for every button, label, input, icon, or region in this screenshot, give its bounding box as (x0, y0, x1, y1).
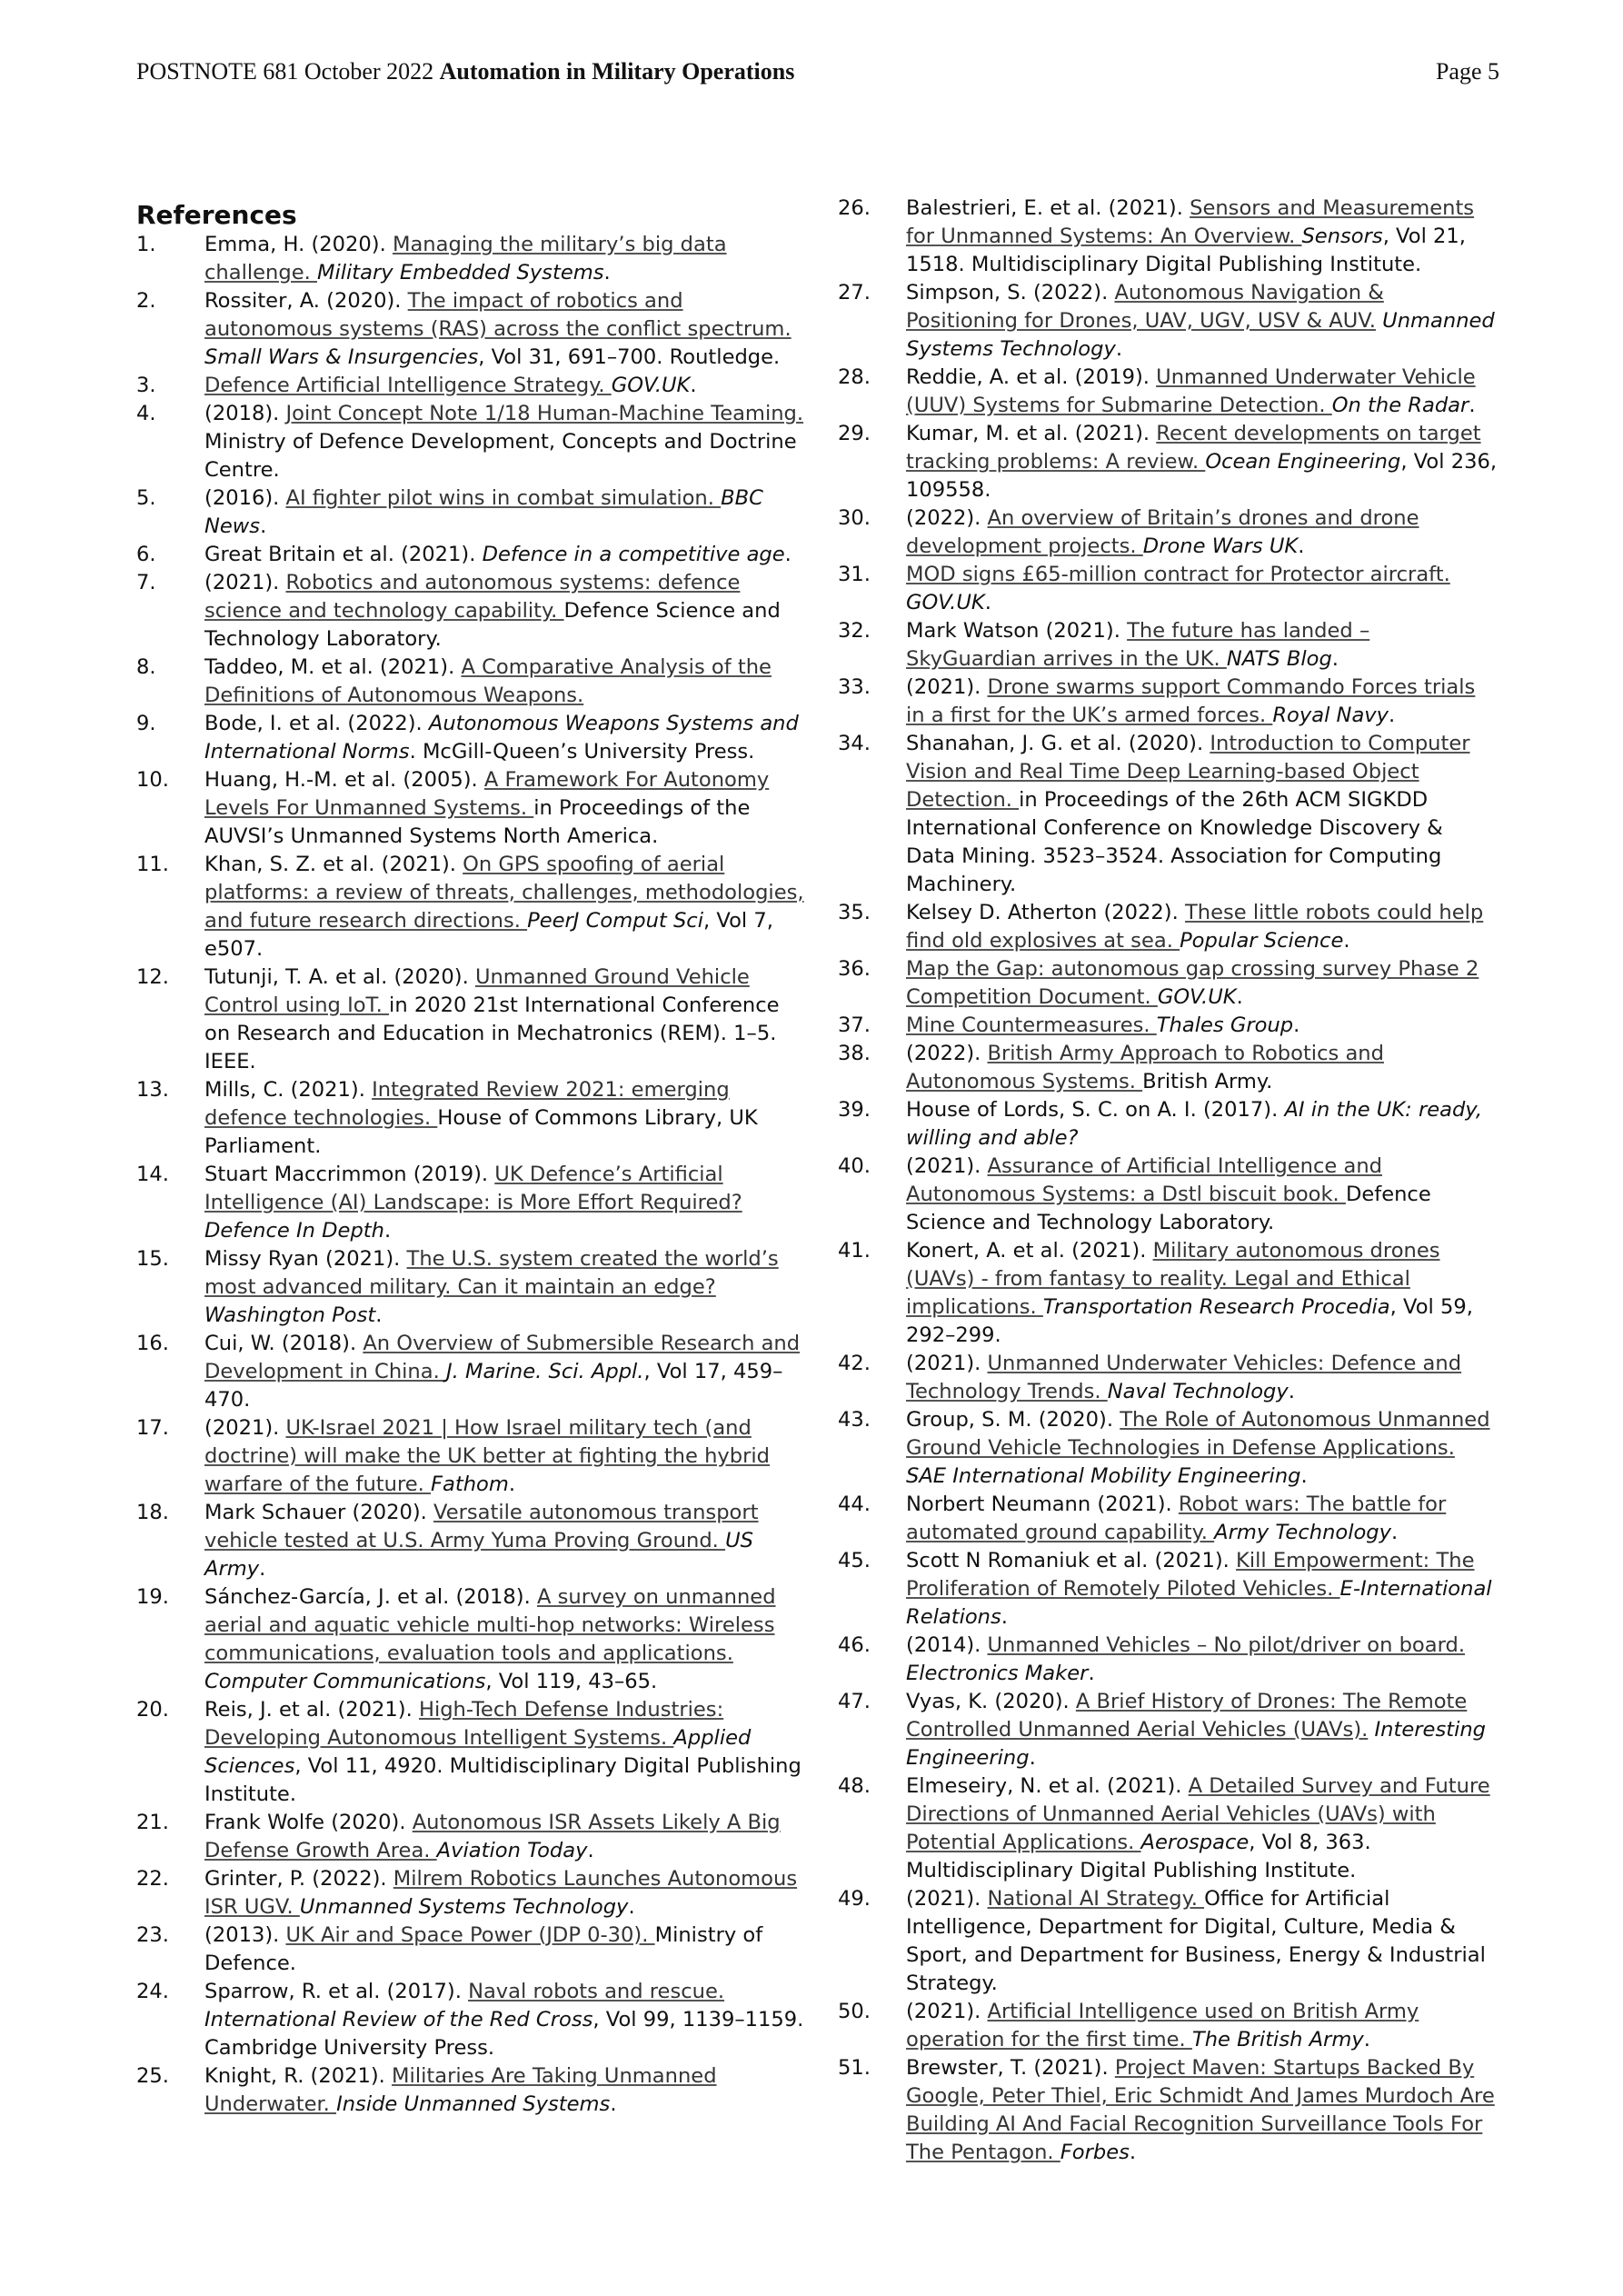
reference-source: Naval Technology (1107, 1380, 1289, 1403)
reference-details: . (508, 1472, 516, 1496)
reference-authors: Sparrow, R. et al. (2017). (204, 1980, 469, 2003)
reference-details: Ministry of Defence Development, Concepts and Doctrine Centre. (204, 430, 797, 482)
reference-source: Sensors (1301, 225, 1383, 248)
reference-details: . (1298, 534, 1305, 558)
reference-item (838, 420, 1498, 504)
reference-item (838, 1153, 1498, 1237)
reference-link[interactable]: Sensors and Measurements for Unmanned Systems: An Overview. (906, 196, 1475, 248)
reference-details: , Vol 21, 1518. Multidisciplinary Digital Publishing Institute. (906, 225, 1466, 276)
reference-authors: Bode, I. et al. (2022). (204, 712, 429, 735)
reference-details: . (1001, 1605, 1008, 1629)
reference-details: , Vol 59, 292–299. (906, 1295, 1473, 1347)
reference-link[interactable]: Kill Empowerment: The Proliferation of Remotely Piloted Vehicles. (906, 1549, 1475, 1601)
reference-link[interactable]: Artificial Intelligence used on British Army operation for the first time. (906, 2000, 1419, 2051)
reference-link[interactable]: Milrem Robotics Launches Autonomous ISR UGV. (204, 1867, 798, 1919)
reference-number: 33. (838, 675, 871, 699)
reference-source: US Army (204, 1529, 753, 1581)
reference-source: Fathom (431, 1472, 509, 1496)
reference-number: 49. (838, 1887, 871, 1911)
reference-item (838, 1406, 1498, 1491)
reference-number: 48. (838, 1774, 871, 1798)
reference-item (136, 1865, 809, 1922)
reference-link[interactable]: Robot wars: The battle for automated ground capability. (906, 1492, 1447, 1544)
reference-number: 47. (838, 1690, 871, 1713)
reference-details: Defence Science and Technology Laboratory. (204, 599, 781, 651)
reference-number: 20. (136, 1698, 169, 1722)
reference-item (136, 1245, 809, 1330)
reference-details: . (1469, 394, 1476, 417)
reference-link[interactable]: Autonomous ISR Assets Likely A Big Defense Growth Area. (204, 1811, 781, 1862)
reference-details: House of Commons Library, UK Parliament. (204, 1106, 758, 1158)
reference-item (838, 1772, 1498, 1885)
reference-authors: (2021). (906, 675, 988, 699)
reference-source: AI in the UK: ready, willing and able? (906, 1098, 1483, 1150)
reference-number: 5. (136, 486, 156, 510)
reference-number: 30. (838, 506, 871, 530)
reference-source: Forbes (1060, 2141, 1130, 2164)
reference-authors: Taddeo, M. et al. (2021). (204, 655, 462, 679)
reference-source: Transportation Research Procedia (1042, 1295, 1390, 1319)
reference-authors: (2021). (204, 1416, 286, 1440)
reference-item (136, 1922, 809, 1978)
reference-number: 8. (136, 655, 156, 679)
reference-source: Unmanned Systems Technology (299, 1895, 629, 1919)
reference-item (838, 1998, 1498, 2054)
reference-authors: (2021). (906, 1887, 988, 1911)
reference-source: Defence In Depth (204, 1219, 384, 1243)
reference-link[interactable]: Unmanned Ground Vehicle Control using IoT. (204, 965, 750, 1017)
reference-details: . (375, 1303, 383, 1327)
reference-authors: Simpson, S. (2022). (906, 281, 1115, 304)
reference-details: . (587, 1839, 594, 1862)
reference-link[interactable]: Versatile autonomous transport vehicle tested at U.S. Army Yuma Proving Ground. (204, 1501, 759, 1552)
reference-authors: Stuart Maccrimmon (2019). (204, 1163, 495, 1186)
reference-source: J. Marine. Sci. Appl. (445, 1360, 644, 1383)
reference-number: 27. (838, 281, 871, 304)
reference-details: . (383, 1219, 392, 1243)
reference-link[interactable]: Militaries Are Taking Unmanned Underwater. (204, 2064, 717, 2116)
reference-number: 36. (838, 957, 871, 981)
reference-source: NATS Blog (1226, 647, 1332, 671)
reference-item (838, 1012, 1498, 1040)
reference-details: , Vol 11, 4920. Multidisciplinary Digital Publishing Institute. (204, 1754, 802, 1806)
reference-authors: Emma, H. (2020). (204, 233, 393, 256)
reference-details: , Vol 236, 109558. (906, 450, 1498, 502)
reference-source: GOV.UK (1157, 985, 1237, 1009)
reference-link[interactable]: British Army Approach to Robotics and Autonomous Systems. (906, 1042, 1384, 1093)
reference-authors: Grinter, P. (2022). (204, 1867, 393, 1891)
reference-number: 12. (136, 965, 169, 989)
reference-number: 3. (136, 374, 156, 397)
reference-source: SAE International Mobility Engineering (906, 1464, 1301, 1488)
reference-link[interactable]: Autonomous Navigation & Positioning for Drones, UAV, UGV, USV & AUV. (906, 281, 1384, 333)
reference-link[interactable]: High-Tech Defense Industries: Developing Autonomous Intelligent Systems. (204, 1698, 724, 1750)
reference-number: 16. (136, 1332, 169, 1355)
header-title: Automation in Military Operations (439, 58, 795, 85)
reference-details: . (1088, 1662, 1095, 1685)
reference-item (136, 287, 809, 372)
reference-authors: Kelsey D. Atherton (2022). (906, 901, 1185, 924)
reference-link[interactable]: The future has landed – SkyGuardian arrives in the UK. (906, 619, 1370, 671)
reference-item (136, 1499, 809, 1583)
reference-item (838, 2054, 1498, 2167)
reference-authors: (2022). (906, 506, 988, 530)
reference-details: . (603, 261, 611, 285)
reference-number: 13. (136, 1078, 169, 1102)
reference-authors: Brewster, T. (2021). (906, 2056, 1115, 2080)
reference-details: Ministry of Defence. (204, 1923, 763, 1975)
reference-item (136, 484, 809, 541)
reference-number: 24. (136, 1980, 169, 2003)
reference-details: , Vol 17, 459–470. (204, 1360, 783, 1412)
reference-authors: Shanahan, J. G. et al. (2020). (906, 732, 1210, 755)
reference-authors: (2018). (204, 402, 286, 425)
reference-item (838, 1096, 1498, 1153)
reference-source: Aviation Today (436, 1839, 588, 1862)
reference-item (838, 1547, 1498, 1632)
reference-item (136, 1978, 809, 2062)
reference-details: . (1331, 647, 1339, 671)
reference-item (136, 2062, 809, 2119)
reference-number: 41. (838, 1239, 871, 1263)
reference-number: 11. (136, 853, 169, 876)
reference-details: . McGill-Queen’s University Press. (409, 740, 755, 764)
reference-authors: House of Lords, S. C. on A. I. (2017). (906, 1098, 1285, 1122)
reference-link[interactable]: Recent developments on target tracking problems: A review. (906, 422, 1481, 474)
references-list-right (838, 195, 1498, 2167)
reference-authors: Kumar, M. et al. (2021). (906, 422, 1157, 445)
reference-authors: Norbert Neumann (2021). (906, 1492, 1179, 1516)
reference-link[interactable]: Unmanned Vehicles – No pilot/driver on board. (987, 1633, 1466, 1657)
reference-link[interactable]: UK Air and Space Power (JDP 0-30). (285, 1923, 655, 1947)
reference-item (838, 1632, 1498, 1688)
reference-details: . (784, 543, 792, 566)
reference-source: Interesting Engineering (906, 1718, 1487, 1770)
reference-item (136, 654, 809, 710)
reference-number: 45. (838, 1549, 871, 1572)
reference-item (136, 569, 809, 654)
reference-number: 43. (838, 1408, 871, 1432)
reference-item (838, 1237, 1498, 1350)
reference-authors: (2014). (906, 1633, 988, 1657)
reference-item (136, 851, 809, 963)
reference-authors: Reddie, A. et al. (2019). (906, 365, 1157, 389)
reference-source: Applied Sciences (204, 1726, 752, 1778)
reference-item (136, 1583, 809, 1696)
reference-authors: Huang, H.-M. et al. (2005). (204, 768, 484, 792)
reference-item (136, 231, 809, 287)
reference-number: 35. (838, 901, 871, 924)
reference-details: . (1300, 1464, 1308, 1488)
reference-number: 14. (136, 1163, 169, 1186)
reference-source: Ocean Engineering (1205, 450, 1401, 474)
reference-number: 44. (838, 1492, 871, 1516)
reference-details: . (1389, 704, 1396, 727)
reference-number: 51. (838, 2056, 871, 2080)
reference-item (136, 1696, 809, 1809)
reference-details: . (1236, 985, 1243, 1009)
reference-item (838, 279, 1498, 364)
references-column-right (838, 195, 1498, 2167)
reference-item (838, 561, 1498, 617)
reference-authors: Rossiter, A. (2020). (204, 289, 408, 313)
reference-details: . (984, 591, 991, 614)
reference-details: , Vol 119, 43–65. (485, 1670, 658, 1693)
reference-authors: Sánchez-García, J. et al. (2018). (204, 1585, 537, 1609)
reference-source: The British Army (1191, 2028, 1364, 2051)
reference-authors: Khan, S. Z. et al. (2021). (204, 853, 463, 876)
reference-link[interactable]: UK-Israel 2021 | How Israel military tech (and doctrine) will make the UK better at fighting the hybrid warfare of the future. (204, 1416, 771, 1496)
reference-link[interactable]: Naval robots and rescue. (468, 1980, 725, 2003)
reference-number: 22. (136, 1867, 169, 1891)
reference-details: . (1115, 337, 1123, 361)
reference-authors: Mark Schauer (2020). (204, 1501, 434, 1524)
reference-link[interactable]: Unmanned Underwater Vehicles: Defence and Technology Trends. (906, 1352, 1462, 1403)
reference-source: International Review of the Red Cross (204, 2008, 593, 2031)
reference-source: Electronics Maker (906, 1662, 1089, 1685)
reference-number: 7. (136, 571, 156, 594)
reference-number: 10. (136, 768, 169, 792)
reference-details: Defence Science and Technology Laboratory. (906, 1183, 1431, 1234)
reference-number: 4. (136, 402, 156, 425)
reference-number: 32. (838, 619, 871, 643)
reference-item (136, 710, 809, 766)
reference-item (838, 1491, 1498, 1547)
references-list-left (136, 231, 809, 2119)
reference-source: Inside Unmanned Systems (336, 2092, 611, 2116)
reference-item (838, 1885, 1498, 1998)
reference-details: . (260, 514, 267, 538)
reference-link[interactable]: The impact of robotics and autonomous systems (RAS) across the conflict spectrum. (204, 289, 792, 341)
reference-number: 50. (838, 2000, 871, 2023)
reference-number: 6. (136, 543, 156, 566)
reference-link[interactable]: These little robots could help find old explosives at sea. (906, 901, 1484, 953)
reference-authors: Cui, W. (2018). (204, 1332, 363, 1355)
reference-link[interactable]: A Framework For Autonomy Levels For Unmanned Systems. (204, 768, 770, 820)
reference-details: . (1391, 1521, 1399, 1544)
reference-details: . (610, 2092, 617, 2116)
reference-item (838, 617, 1498, 674)
reference-item (136, 766, 809, 851)
reference-number: 38. (838, 1042, 871, 1065)
reference-number: 1. (136, 233, 156, 256)
reference-authors: Great Britain et al. (2021). (204, 543, 483, 566)
reference-source: Popular Science (1180, 929, 1344, 953)
reference-number: 18. (136, 1501, 169, 1524)
reference-item (136, 1161, 809, 1245)
reference-details: . (628, 1895, 635, 1919)
reference-link[interactable]: Defence Artificial Intelligence Strategy. (204, 374, 612, 397)
reference-item (136, 372, 809, 400)
reference-authors: (2021). (906, 1154, 988, 1178)
reference-number: 21. (136, 1811, 169, 1834)
reference-authors: Vyas, K. (2020). (906, 1690, 1076, 1713)
reference-authors: (2022). (906, 1042, 988, 1065)
reference-link[interactable]: Unmanned Underwater Vehicle (UUV) Systems for Submarine Detection. (906, 365, 1476, 417)
reference-link[interactable]: A Detailed Survey and Future Directions of Unmanned Aerial Vehicles (UAVs) with Potential Applications. (906, 1774, 1490, 1854)
reference-source: Thales Group (1156, 1013, 1294, 1037)
reference-item (838, 364, 1498, 420)
reference-details: . (1343, 929, 1350, 953)
header-left (136, 58, 794, 85)
reference-number: 15. (136, 1247, 169, 1271)
reference-authors: (2021). (906, 1352, 988, 1375)
reference-source: Unmanned Systems Technology (906, 309, 1495, 361)
reference-link[interactable]: National AI Strategy. (987, 1887, 1205, 1911)
reference-source: GOV.UK (611, 374, 691, 397)
reference-details: in 2020 21st International Conference on Research and Education in Mechatronics (REM). 1–5. IEEE. (204, 993, 780, 1073)
page-header (136, 58, 1499, 95)
reference-number: 37. (838, 1013, 871, 1037)
reference-link[interactable]: Map the Gap: autonomous gap crossing survey Phase 2 Competition Document. (906, 957, 1479, 1009)
reference-authors: Group, S. M. (2020). (906, 1408, 1120, 1432)
reference-authors: Missy Ryan (2021). (204, 1247, 407, 1271)
reference-source: BBC News (204, 486, 763, 538)
reference-authors: (2021). (204, 571, 286, 594)
reference-details: . (690, 374, 697, 397)
reference-item (136, 1330, 809, 1414)
reference-number: 2. (136, 289, 156, 313)
reference-authors: Scott N Romaniuk et al. (2021). (906, 1549, 1237, 1572)
reference-number: 29. (838, 422, 871, 445)
reference-item (838, 899, 1498, 955)
reference-number: 28. (838, 365, 871, 389)
reference-source: Small Wars & Insurgencies (204, 345, 479, 369)
reference-authors: Knight, R. (2021). (204, 2064, 393, 2088)
reference-authors: Elmeseiry, N. et al. (2021). (906, 1774, 1189, 1798)
reference-number: 39. (838, 1098, 871, 1122)
reference-details: British Army. (1142, 1070, 1273, 1093)
reference-details: , Vol 8, 363. Multidisciplinary Digital Publishing Institute. (906, 1831, 1371, 1882)
reference-details: . (1288, 1380, 1295, 1403)
reference-source: Army Technology (1214, 1521, 1392, 1544)
reference-details: , Vol 31, 691–700. Routledge. (478, 345, 781, 369)
reference-item (838, 674, 1498, 730)
reference-source: PeerJ Comput Sci (527, 909, 704, 933)
reference-source: GOV.UK (906, 591, 985, 614)
reference-link[interactable]: The Role of Autonomous Unmanned Ground Vehicle Technologies in Defense Applications. (906, 1408, 1490, 1460)
reference-authors: Konert, A. et al. (2021). (906, 1239, 1153, 1263)
references-heading: References (136, 200, 297, 230)
reference-number: 40. (838, 1154, 871, 1178)
reference-link[interactable]: Robotics and autonomous systems: defence science and technology capability. (204, 571, 741, 623)
reference-link[interactable]: Military autonomous drones (UAVs) - from fantasy to reality. Legal and Ethical implications. (906, 1239, 1440, 1319)
reference-number: 26. (838, 196, 871, 220)
reference-authors: Tutunji, T. A. et al. (2020). (204, 965, 475, 989)
reference-source: Military Embedded Systems (316, 261, 604, 285)
reference-number: 34. (838, 732, 871, 755)
reference-source: Aerospace (1140, 1831, 1250, 1854)
reference-authors: Reis, J. et al. (2021). (204, 1698, 419, 1722)
reference-number: 25. (136, 2064, 169, 2088)
reference-source: Royal Navy (1272, 704, 1389, 727)
reference-authors: (2016). (204, 486, 286, 510)
reference-item (136, 1809, 809, 1865)
reference-number: 9. (136, 712, 156, 735)
reference-link[interactable]: A Comparative Analysis of the Definitions of Autonomous Weapons. (204, 655, 772, 707)
reference-number: 42. (838, 1352, 871, 1375)
reference-item (136, 1414, 809, 1499)
reference-source: Defence in a competitive age (482, 543, 785, 566)
reference-item (136, 541, 809, 569)
reference-link[interactable]: Introduction to Computer Vision and Real Time Deep Learning-based Object Detection. (906, 732, 1470, 812)
reference-link[interactable]: Managing the military’s big data challenge. (204, 233, 727, 285)
reference-authors: (2013). (204, 1923, 286, 1947)
reference-details: in Proceedings of the 26th ACM SIGKDD International Conference on Knowledge Discovery & Data Mining. 3523–3524. Association for Computing Machinery. (906, 788, 1443, 896)
reference-authors: Mills, C. (2021). (204, 1078, 373, 1102)
reference-item (838, 195, 1498, 279)
reference-link[interactable]: UK Defence’s Artificial Intelligence (AI) Landscape: is More Effort Required? (204, 1163, 742, 1214)
reference-item (838, 1688, 1498, 1772)
reference-item (838, 955, 1498, 1012)
reference-details: . (1293, 1013, 1300, 1037)
reference-details: Office for Artificial Intelligence, Department for Digital, Culture, Media & Sport, and Department for Business, Energy & Industrial Strategy. (906, 1887, 1486, 1995)
reference-link[interactable]: On GPS spoofing of aerial platforms: a review of threats, challenges, methodologies, and future research directions. (204, 853, 804, 933)
reference-details: , Vol 99, 1139–1159. Cambridge University Press. (204, 2008, 804, 2060)
reference-item (136, 400, 809, 484)
reference-details: , Vol 7, e507. (204, 909, 773, 961)
reference-link[interactable]: Project Maven: Startups Backed By Google, Peter Thiel, Eric Schmidt And James Murdoch Are Building AI And Facial Recognition Surveillance Tools For The Pentagon. (906, 2056, 1495, 2164)
reference-link[interactable]: Mine Countermeasures. (906, 1013, 1157, 1037)
reference-source: Drone Wars UK (1142, 534, 1299, 558)
reference-authors: Mark Watson (2021). (906, 619, 1128, 643)
references-column-left (136, 193, 809, 2119)
reference-item (136, 1076, 809, 1161)
reference-number: 17. (136, 1416, 169, 1440)
reference-link[interactable]: A survey on unmanned aerial and aquatic vehicle multi-hop networks: Wireless communications, evaluation tools and applications. (204, 1585, 776, 1665)
reference-link[interactable]: MOD signs £65-million contract for Protector aircraft. (906, 563, 1450, 586)
reference-number: 23. (136, 1923, 169, 1947)
reference-item (136, 963, 809, 1076)
reference-link[interactable]: An Overview of Submersible Research and Development in China. (204, 1332, 801, 1383)
header-series: POSTNOTE 681 October 2022 (136, 58, 434, 85)
reference-item (838, 1040, 1498, 1096)
reference-number: 31. (838, 563, 871, 586)
reference-number: 19. (136, 1585, 169, 1609)
reference-source: Washington Post (204, 1303, 376, 1327)
reference-item (838, 504, 1498, 561)
reference-link[interactable]: AI fighter pilot wins in combat simulation. (285, 486, 722, 510)
reference-link[interactable]: A Brief History of Drones: The Remote Controlled Unmanned Aerial Vehicles (UAVs). (906, 1690, 1468, 1742)
reference-details: in Proceedings of the AUVSI’s Unmanned Systems North America. (204, 796, 751, 848)
reference-source: On the Radar (1331, 394, 1469, 417)
reference-source: Autonomous Weapons Systems and International Norms (204, 712, 799, 764)
reference-link[interactable]: Integrated Review 2021: emerging defence technologies. (204, 1078, 730, 1130)
reference-source: E-International Relations (906, 1577, 1492, 1629)
reference-details: . (1363, 2028, 1370, 2051)
reference-item (838, 730, 1498, 899)
reference-link[interactable]: The U.S. system created the world’s most advanced military. Can it maintain an edge? (204, 1247, 779, 1299)
reference-item (838, 1350, 1498, 1406)
reference-details: . (1029, 1746, 1036, 1770)
reference-link[interactable]: An overview of Britain’s drones and drone development projects. (906, 506, 1419, 558)
reference-number: 46. (838, 1633, 871, 1657)
page-number: Page 5 (1435, 58, 1499, 85)
reference-link[interactable]: Assurance of Artificial Intelligence and Autonomous Systems: a Dstl biscuit book. (906, 1154, 1382, 1206)
reference-source: Computer Communications (204, 1670, 486, 1693)
reference-link[interactable]: Joint Concept Note 1/18 Human-Machine Teaming. (285, 402, 804, 425)
reference-authors: (2021). (906, 2000, 988, 2023)
reference-authors: Frank Wolfe (2020). (204, 1811, 413, 1834)
reference-details: . (259, 1557, 266, 1581)
reference-link[interactable]: Drone swarms support Commando Forces trials in a first for the UK’s armed forces. (906, 675, 1476, 727)
reference-details: . (1129, 2141, 1137, 2164)
reference-authors: Balestrieri, E. et al. (2021). (906, 196, 1190, 220)
